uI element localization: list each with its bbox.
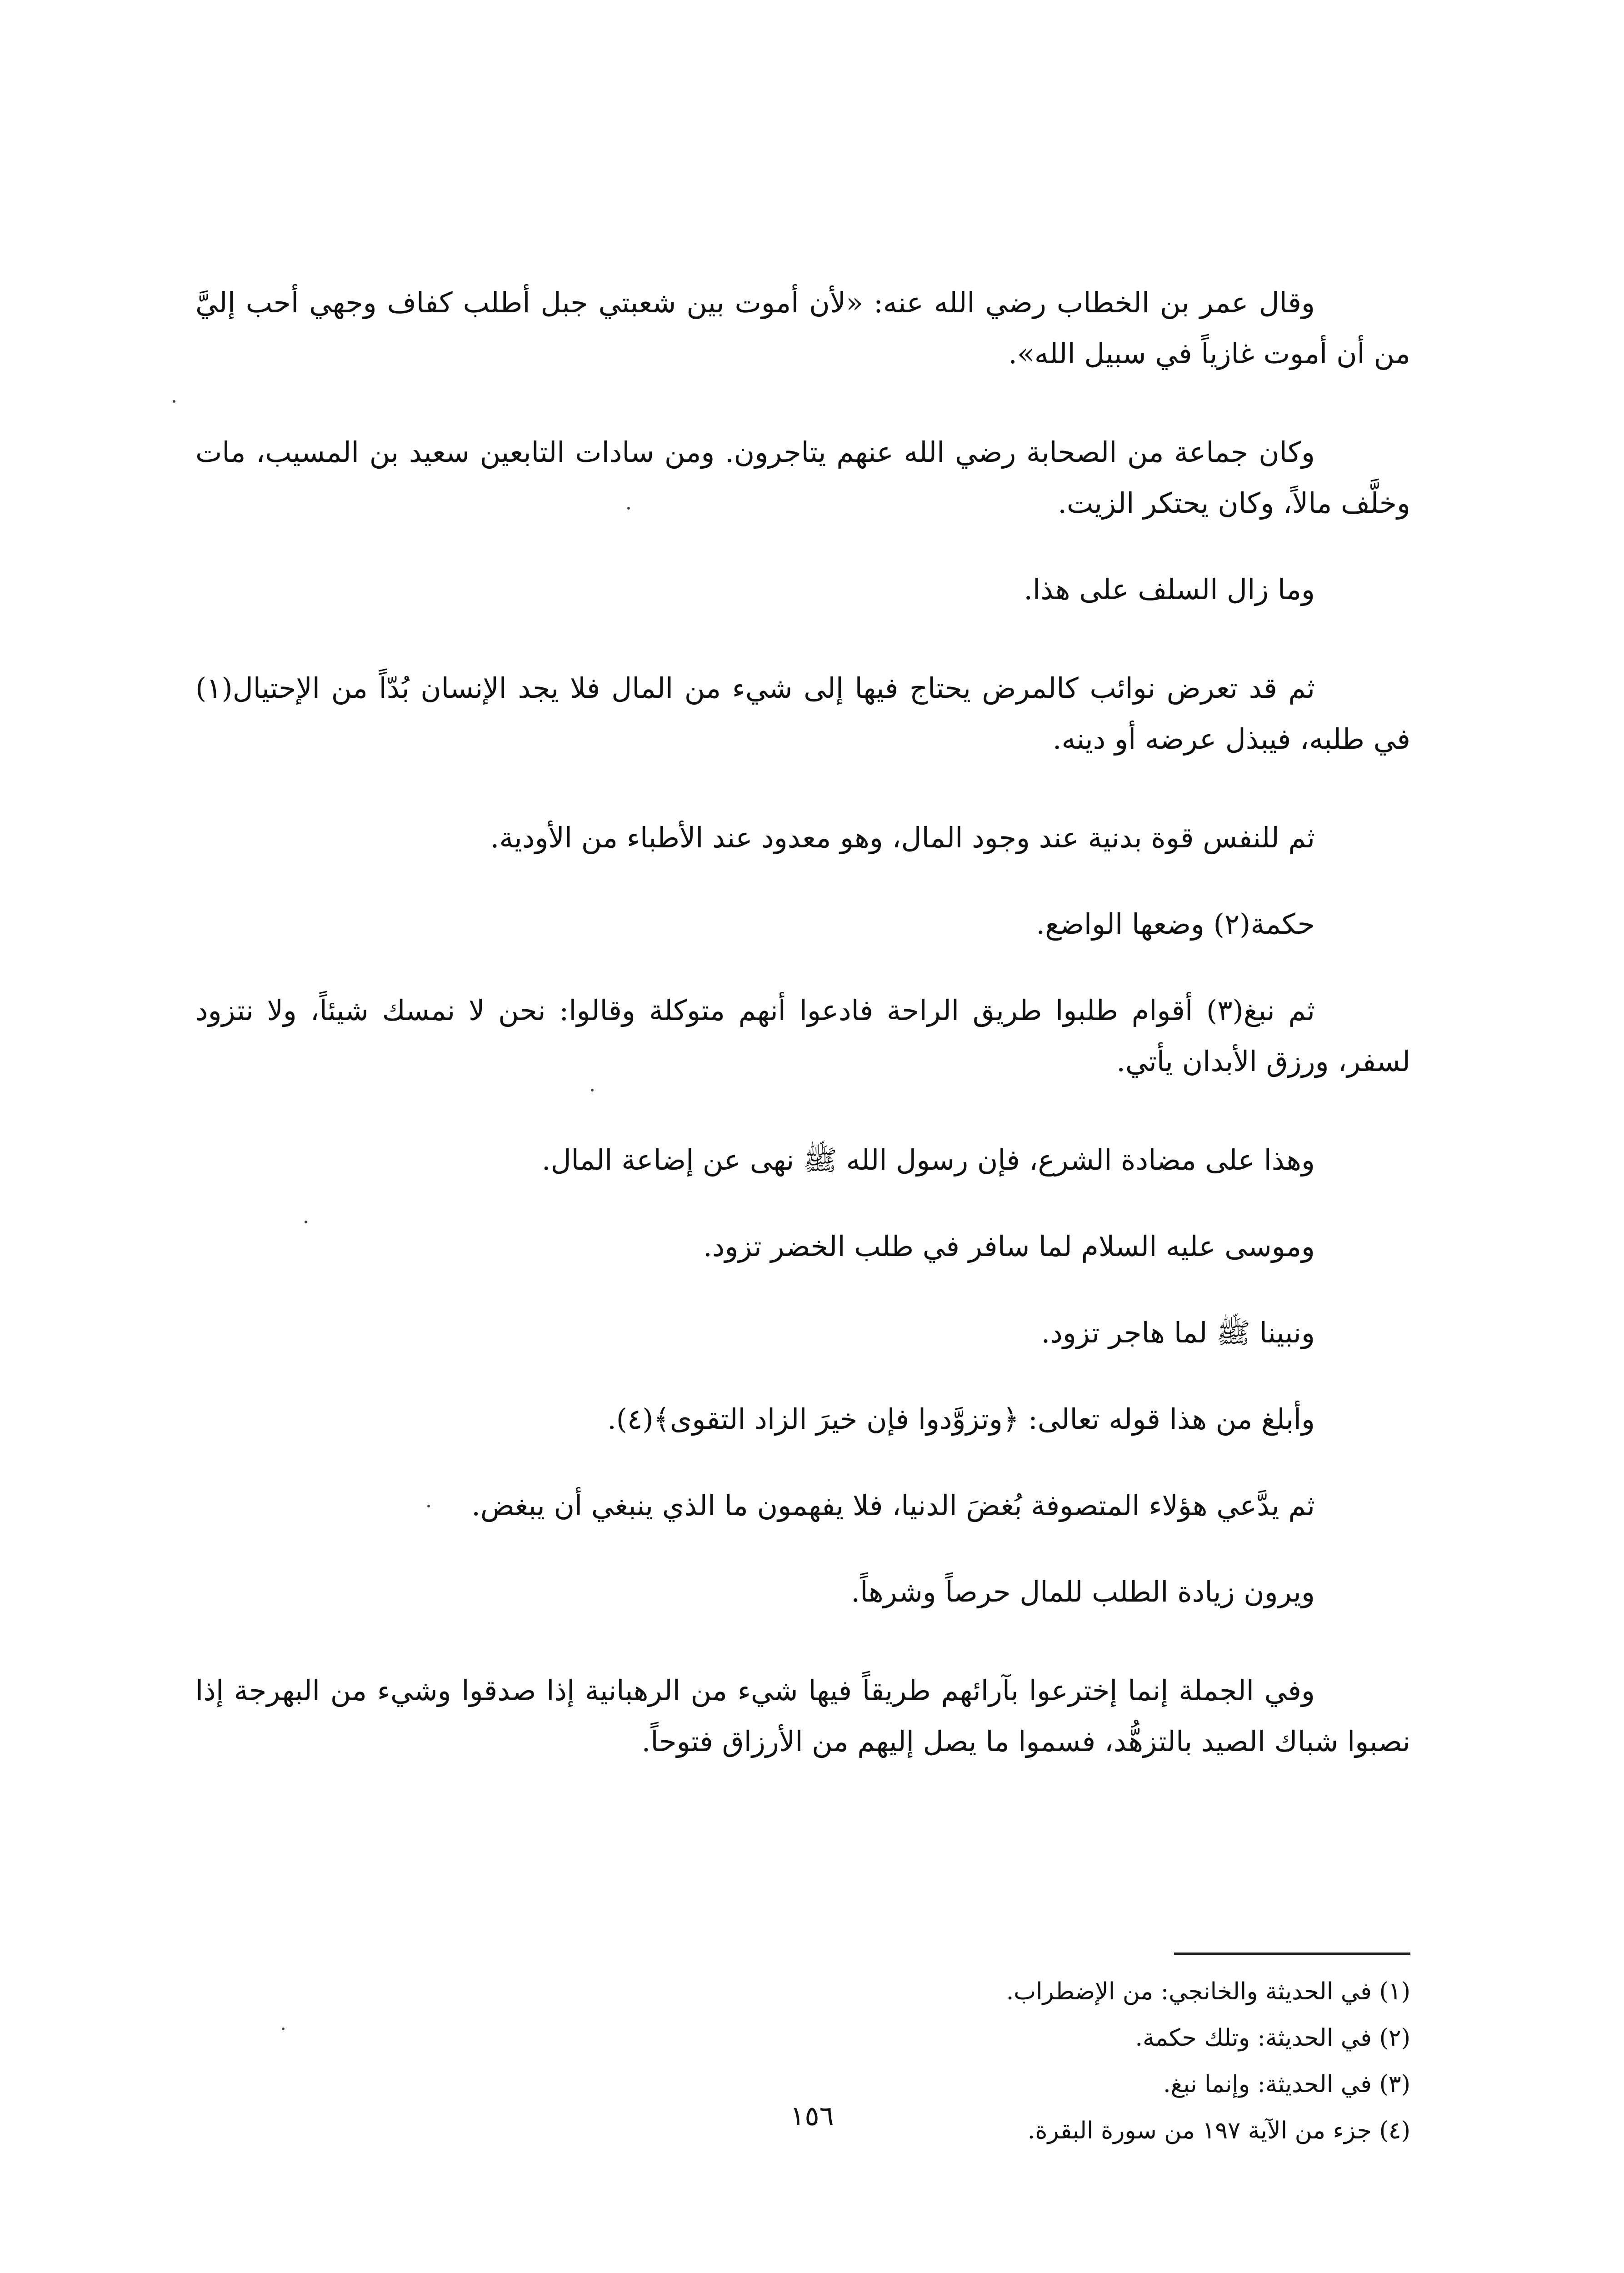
paragraph-6: حكمة(٢) وضعها الواضع. [1036,907,1315,941]
main-text [195,277,1410,1767]
paragraph-11: وأبلغ من هذا قوله تعالى: ﴿وتزوَّدوا فإن خيرَ الزاد التقوى﴾(٤). [607,1402,1315,1436]
footnote-2: (٢) في الحديثة: وتلك حكمة. [1135,2024,1410,2052]
footnote-4: (٤) جزء من الآية ١٩٧ من سورة البقرة. [1027,2117,1410,2144]
paragraph-12: ثم يدَّعي هؤلاء المتصوفة بُغضَ الدنيا، فلا يفهمون ما الذي ينبغي أن يبغض. [471,1489,1315,1522]
paragraph-2: وكان جماعة من الصحابة رضي الله عنهم يتاجرون. ومن سادات التابعين سعيد بن المسيب، مات وخلَّف مالاً، وكان يحتكر الزيت. [195,436,1410,520]
paragraph-7: ثم نبغ(٣) أقوام طلبوا طريق الراحة فادعوا أنهم متوكلة وقالوا: نحن لا نمسك شيئاً، ولا نتزود لسفر، ورزق الأبدان يأتي. [195,994,1410,1078]
scan-speck [173,400,175,403]
scan-speck [627,507,630,510]
scan-speck [305,1221,307,1223]
scan-speck [591,1089,594,1091]
footnote-divider [1174,1953,1410,1955]
footnote-1: (١) في الحديثة والخانجي: من الإضطراب. [1006,1978,1410,2005]
page-number: ١٥٦ [790,2100,834,2132]
paragraph-5: ثم للنفس قوة بدنية عند وجود المال، وهو معدود عند الأطباء من الأودية. [490,821,1315,854]
paragraph-10: ونبينا ﷺ لما هاجر تزود. [1041,1316,1315,1349]
paragraph-14: وفي الجملة إنما إخترعوا بآرائهم طريقاً فيها شيء من الرهبانية إذا صدقوا وشيء من البهرجة إذا نصبوا شباك الصيد بالتزهُّد، فسموا ما يصل إليهم من الأرزاق فتوحاً. [195,1674,1410,1758]
paragraph-9: وموسى عليه السلام لما سافر في طلب الخضر تزود. [703,1230,1315,1263]
paragraph-13: ويرون زيادة الطلب للمال حرصاً وشرهاً. [851,1575,1315,1608]
paragraph-3: وما زال السلف على هذا. [1024,573,1315,606]
scan-speck [282,2028,285,2030]
paragraph-1: وقال عمر بن الخطاب رضي الله عنه: «لأن أموت بين شعبتي جبل أطلب كفاف وجهي أحب إليَّ من أن أموت غازياً في سبيل الله». [195,286,1410,370]
footnote-3: (٣) في الحديثة: وإنما نبغ. [1163,2071,1410,2098]
scan-speck [427,1505,430,1507]
paragraph-4: ثم قد تعرض نوائب كالمرض يحتاج فيها إلى شيء من المال فلا يجد الإنسان بُدّاً من الإحتيال(١) في طلبه، فيبذل عرضه أو دينه. [195,671,1410,756]
paragraph-8: وهذا على مضادة الشرع، فإن رسول الله ﷺ نهى عن إضاعة المال. [541,1143,1315,1177]
